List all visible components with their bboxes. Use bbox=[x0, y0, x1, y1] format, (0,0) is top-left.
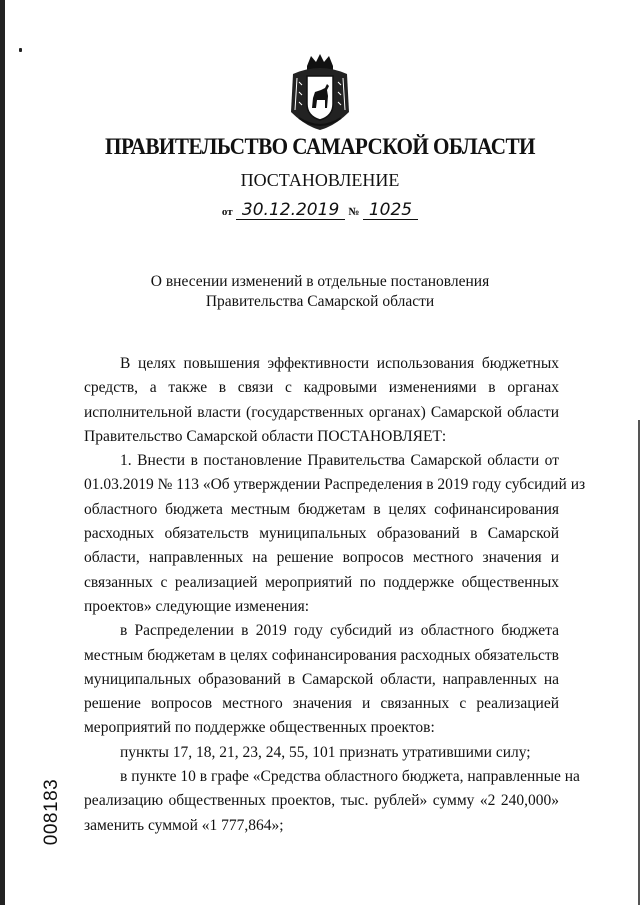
body-line: 01.03.2019 № 113 «Об утверждении Распределения в 2019 году субсидий из bbox=[84, 476, 586, 494]
body-line: пункты 17, 18, 21, 23, 24, 55, 101 признать утратившими силу; bbox=[120, 743, 531, 761]
document-type: ПОСТАНОВЛЕНИЕ bbox=[240, 170, 400, 190]
body-line: заменить суммой «1 777,864»; bbox=[84, 816, 284, 834]
body-line: реализацию общественных проектов, тыс. рублей» сумму «2 240,000» bbox=[84, 792, 559, 810]
body-line: решение вопросов местного значения и связанных с реализацией bbox=[84, 695, 559, 713]
body-line: проектов» следующие изменения: bbox=[84, 597, 310, 615]
body-line: средств, а также в связи с кадровыми изменениями в органах bbox=[84, 379, 559, 397]
archive-number: 008183 bbox=[41, 778, 62, 846]
number-prefix: № bbox=[348, 206, 360, 218]
subject-line: Правительства Самарской области bbox=[205, 293, 435, 310]
body-line: муниципальных образований в Самарской области, направленных на bbox=[84, 670, 559, 688]
body-line: расходных обязательств муниципальных образований в Самарской bbox=[84, 525, 559, 543]
document-date-number bbox=[0, 201, 640, 220]
scan-speck bbox=[19, 48, 22, 52]
body-line: в Распределении в 2019 году субсидий из областного бюджета bbox=[120, 622, 559, 640]
body-line: связанных с реализацией мероприятий по поддержке общественных bbox=[84, 573, 559, 591]
subject-line: О внесении изменений в отдельные постановления bbox=[150, 273, 490, 290]
date-handwritten: 30.12.2019 bbox=[236, 201, 345, 220]
body-line: областного бюджета местным бюджетам в целях софинансирования bbox=[84, 500, 559, 518]
body-line: 1. Внести в постановление Правительства Самарской области от bbox=[120, 452, 559, 470]
body-line: в пункте 10 в графе «Средства областного бюджета, направленные на bbox=[120, 768, 580, 786]
document-body bbox=[84, 352, 586, 838]
coat-of-arms-emblem bbox=[285, 52, 355, 132]
body-line: Правительство Самарской области ПОСТАНОВЛЯЕТ: bbox=[84, 427, 447, 445]
body-line: местным бюджетам в целях софинансирования расходных обязательств bbox=[84, 646, 559, 664]
scan-edge-left bbox=[0, 0, 5, 905]
government-title: ПРАВИТЕЛЬСТВО САМАРСКОЙ ОБЛАСТИ bbox=[105, 134, 535, 159]
date-prefix: от bbox=[221, 206, 233, 218]
number-handwritten: 1025 bbox=[363, 201, 418, 220]
body-line: мероприятий по поддержке общественных проектов: bbox=[84, 719, 435, 737]
body-line: В целях повышения эффективности использования бюджетных bbox=[120, 355, 559, 372]
body-line: исполнительной власти (государственных органах) Самарской области bbox=[84, 403, 559, 421]
body-line: области, направленных на решение вопросов местного значения и bbox=[84, 549, 559, 567]
document-subject bbox=[0, 272, 640, 312]
